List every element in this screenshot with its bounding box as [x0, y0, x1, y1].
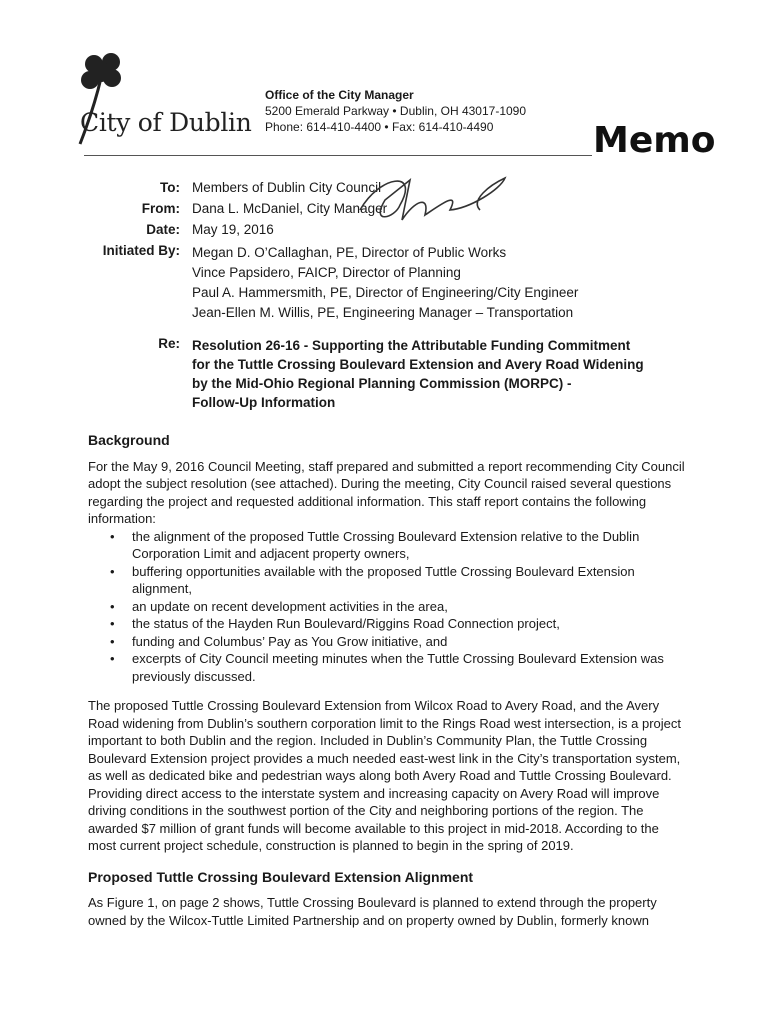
- list-item: • funding and Columbus’ Pay as You Grow initiative, and: [110, 633, 448, 649]
- alignment-paragraph: As Figure 1, on page 2 shows, Tuttle Crossing Boulevard is planned to extend through the property owned by the Wilcox-Tuttle Limited Partnership and on property owned by Dublin, formerly known: [88, 895, 657, 928]
- list-item: • buffering opportunities available with the proposed Tuttle Crossing Boulevard Extension alignment,: [110, 563, 635, 596]
- initiator: Vince Papsidero, FAICP, Director of Planning: [192, 265, 461, 280]
- office-address: 5200 Emerald Parkway • Dublin, OH 43017-1090: [265, 104, 527, 118]
- re-subject: Resolution 26-16 - Supporting the Attributable Funding Commitment for the Tuttle Crossing Boulevard Extension and Avery Road Widening by the Mid-Ohio Regional Planning Commission (MORPC) - Follow-Up Information: [192, 338, 644, 410]
- to-value: Members of Dublin City Council: [192, 180, 382, 195]
- project-overview-paragraph: The proposed Tuttle Crossing Boulevard Extension from Wilcox Road to Avery Road, and the Avery Road widening from Dublin’s southern corporation limit to the Rings Road west intersection, is a project important to both Dublin and the region. Included in Dublin’s Community Plan, the Tuttle Crossing Boulevard Extension project provides a much needed east-west link in the City’s transportation system, as well as dedicated bike and pedestrian ways along both Avery Road and Tuttle Crossing Boulevard. Providing direct access to the interstate system and increasing capacity on Avery Road will improve driving conditions in the southwest portion of the City and neighboring portions of the region. The awarded $7 million of grant funds will become available to this project in mid-2018. According to the most current project schedule, construction is planned to begin in the spring of 2019.: [88, 698, 681, 853]
- city-logo: [70, 48, 270, 148]
- office-phone: Phone: 614-410-4400 • Fax: 614-410-4490: [265, 120, 494, 134]
- background-heading: Background: [88, 432, 170, 448]
- list-item: • excerpts of City Council meeting minutes when the Tuttle Crossing Boulevard Extension was previously discussed.: [110, 651, 664, 684]
- initiator: Jean-Ellen M. Willis, PE, Engineering Manager – Transportation: [192, 305, 574, 320]
- from-label: From:: [141, 201, 180, 216]
- info-bullet-list: [88, 528, 688, 686]
- header-divider: [84, 155, 592, 156]
- list-item: • an update on recent development activities in the area,: [110, 598, 448, 614]
- office-title: Office of the City Manager: [265, 88, 414, 102]
- initiator: Megan D. O’Callaghan, PE, Director of Public Works: [192, 245, 507, 260]
- memo-title: Memo: [593, 120, 716, 161]
- background-intro: For the May 9, 2016 Council Meeting, staff prepared and submitted a report recommending City Council adopt the subject resolution (see attached). During the meeting, City Council raised several questions regarding the project and requested additional information. This staff report contains the following information:: [88, 458, 685, 526]
- to-label: To:: [160, 180, 180, 195]
- initiator: Paul A. Hammersmith, PE, Director of Engineering/City Engineer: [192, 285, 579, 300]
- from-value: Dana L. McDaniel, City Manager: [192, 201, 388, 216]
- date-value: May 19, 2016: [192, 222, 274, 237]
- list-item: • the alignment of the proposed Tuttle Crossing Boulevard Extension relative to the Dublin Corporation Limit and adjacent property owners,: [110, 528, 640, 561]
- memo-body: [88, 432, 688, 929]
- office-info: [265, 87, 526, 135]
- initiated-by-row: [70, 243, 710, 333]
- signature-mark: [340, 170, 520, 230]
- alignment-heading: Proposed Tuttle Crossing Boulevard Extension Alignment: [88, 868, 474, 885]
- list-item: • the status of the Hayden Run Boulevard/Riggins Road Connection project,: [110, 616, 560, 631]
- initiated-by-label: Initiated By:: [102, 243, 180, 258]
- city-name: City of Dublin: [80, 108, 252, 137]
- re-label: Re:: [158, 336, 180, 351]
- initiated-by-list: [192, 243, 578, 323]
- date-label: Date:: [146, 222, 180, 237]
